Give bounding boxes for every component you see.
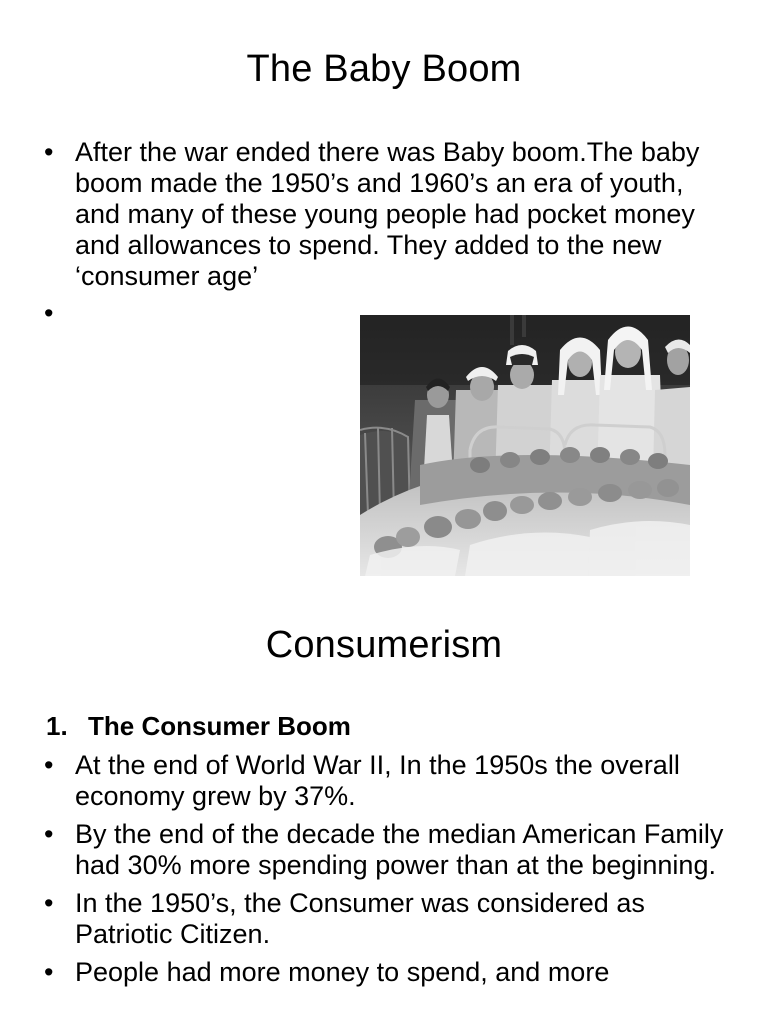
slide-title-baby-boom: The Baby Boom — [246, 48, 522, 90]
slide-title-consumerism: Consumerism — [265, 624, 503, 666]
bullet-dot: • — [44, 957, 54, 987]
bullet-item — [44, 137, 734, 292]
baby-boom-bullet-list — [44, 137, 734, 328]
section-number: 1. — [46, 711, 68, 741]
consumerism-bullet-list — [44, 750, 734, 995]
bullet-dot: • — [44, 750, 54, 780]
bullet-item — [44, 888, 734, 950]
bullet-text: At the end of World War II, In the 1950s the overall economy grew by 37%. — [75, 750, 680, 811]
bullet-dot: • — [44, 819, 54, 849]
bullet-text: By the end of the decade the median American Family had 30% more spending power than at the beginning. — [75, 819, 724, 880]
bullet-text: In the 1950’s, the Consumer was considered as Patriotic Citizen. — [75, 888, 645, 949]
bullet-dot: • — [44, 298, 54, 328]
bullet-dot: • — [44, 137, 54, 167]
nurses-with-babies-photo — [360, 315, 690, 576]
section-heading-text: The Consumer Boom — [88, 711, 351, 741]
bullet-item — [44, 750, 734, 812]
bullet-item — [44, 957, 734, 988]
bullet-dot: • — [44, 888, 54, 918]
bullet-text: People had more money to spend, and more — [75, 957, 610, 987]
section-heading — [46, 711, 351, 742]
bullet-text: After the war ended there was Baby boom.The baby boom made the 1950’s and 1960’s an era of youth, and many of these young people had pocket money and allowances to spend. They added to the new ‘consumer age’ — [75, 137, 700, 291]
bullet-item — [44, 819, 734, 881]
